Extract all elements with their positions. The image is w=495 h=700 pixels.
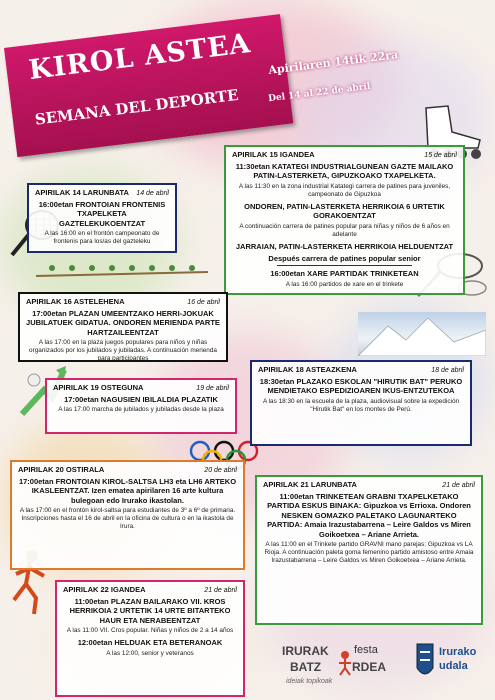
poster-title: KIROL ASTEA [27, 28, 253, 87]
poster-subtitle: SEMANA DEL DEPORTE [33, 85, 240, 129]
dates-spanish: Del 14 al 22 de abril [267, 81, 371, 105]
event-line: 11:00etan PLAZAN BAILARAKO VII. KROS HERRIKOIA 2 URTETIK 14 URTE BITARTEKO HAUR ETA NERABEENTZAT [69, 597, 231, 625]
event-date: 16 de abril [187, 299, 220, 306]
event-line: 16:00etan XARE PARTIDAK TRINKETEAN [270, 269, 419, 279]
event-line: Después carrera de patines popular senior [268, 253, 421, 263]
logo-tagline: ideiak topikoak [286, 678, 333, 685]
event-box-19 [45, 378, 237, 434]
event-note: A las 18:30 en la escuela de la plaza, audiovisual sobre la expedición "Hirutik Bat" en los montes de Perú. [262, 397, 460, 413]
event-note: A las 16:00 en el frontón campeonato de frontenis para los/as del gazteleku [44, 230, 160, 246]
event-day: APIRILAK 19 OSTEGUNA [53, 383, 144, 392]
logo-text: BATZ [290, 660, 322, 674]
event-date: 21 de abril [204, 587, 237, 594]
event-box-18 [250, 360, 472, 446]
logo-text: udala [439, 660, 468, 672]
event-date: 14 de abril [136, 190, 169, 197]
event-box-22 [55, 580, 245, 697]
event-line: 18:30etan PLAZAKO ESKOLAN "HIRUTIK BAT" PERUKO MENDIETAKO ESPEDIZIOAREN IKUS-ENTZUTEKOA [259, 377, 463, 396]
event-line: 11:00etan TRINKETEAN GRABNI TXAPELKETAKO PARTIDA ESKUS BINAKA: Gipuzkoa vs Errioxa. Ondoren NESKEN GOMAZKO PALETAKO LAGUNARTEKO PARTIDA: Amaia Irazustabarrena – Leire Galdos vs Miren Goikoetxea – Ariane Arrieta. [267, 492, 471, 539]
tug-of-war-icon [32, 260, 212, 290]
event-day: APIRILAK 21 LARUNBATA [263, 480, 357, 489]
event-day: APIRILAK 20 OSTIRALA [18, 465, 105, 474]
event-line: 17:00etan NAGUSIEN IBILALDIA PLAZATIK [64, 395, 218, 404]
event-note: A las 12:00, senior y veteranos [106, 649, 194, 657]
mountain-photo [358, 312, 486, 356]
event-note: A las 16:00 partidos de xare en el trinkete [285, 280, 404, 288]
event-date: 20 de abril [204, 467, 237, 474]
udala-logo [415, 638, 487, 696]
event-day: APIRILAK 14 LARUNBATA [35, 188, 129, 197]
event-line: JARRAIAN, PATIN-LASTERKETA HERRIKOIA HELDUENTZAT [235, 241, 454, 251]
event-line: 17:00etan PLAZAN UMEENTZAKO HERRI-JOKUAK JUBILATUEK GIDATUA. ONDOREN MERIENDA PARTE HARTZAILEENTZAT [26, 309, 220, 337]
event-line: 11:30etan KATATEGI INDUSTRIALGUNEAN GAZTE MAILAKO PATIN-LASTERKETA, GIPUZKOAKO TXAPELKETA. [235, 162, 454, 181]
figure-icon [336, 650, 354, 676]
event-box-16 [18, 292, 228, 362]
event-note: A las 11:00 en el Trinkete partido GRAVNI mano parejas: Gipuzkoa vs LA Rioja. A continuación paleta goma femenino partido amistoso entre Amaia Irazustabarrena – Leire Galdos vs Miren Goikoetxea – Ariane Arrieta. [264, 540, 474, 564]
event-day: APIRILAK 16 ASTELEHENA [26, 297, 125, 306]
event-line: ONDOREN, PATIN-LASTERKETA HERRIKOIA 6 URTETIK GORAKOENTZAT [244, 201, 445, 221]
event-box-20 [10, 460, 245, 570]
event-date: 18 de abril [431, 367, 464, 374]
festa-logo [282, 640, 402, 695]
event-note: A las 11:00 VII. Cros popular. Niñas y niños de 2 a 14 años [66, 627, 234, 635]
event-note: A las 17:00 en el frontón kirol-saltsa para estudiantes de 3º a 6º de primaria. Inscripciones hasta el 16 de abril en la oficina de cultura o en la ikastola de Irura. [19, 507, 236, 531]
shield-icon [415, 642, 435, 682]
event-box-21 [255, 475, 483, 625]
logo-text: RDEA [352, 660, 387, 674]
event-day: APIRILAK 18 ASTEAZKENA [258, 365, 357, 374]
logo-text: Irurako [439, 646, 477, 658]
event-note: A continuación carrera de patines popular para niñas y niños de 6 años en adelante [239, 222, 450, 238]
event-note: A las 17:00 marcha de jubilados y jubiladas desde la plaza [58, 406, 224, 414]
logo-text: IRURAK [282, 644, 329, 658]
event-box-15 [224, 145, 465, 295]
event-line: 17:00etan FRONTOIAN KIROL-SALTSA LH3 eta LH6 ARTEKO IKASLEENTZAT. Izen ematea apirilaren 16 arte kultura bulegoan edo Irurako ikastolan. [18, 477, 237, 505]
dates-basque: Apirilaren 14tik 22ra [267, 48, 399, 77]
event-note: A las 11:30 en la zona industrial Katategi carrera de patines para juveniles, campeonato de Gipuzkoa [238, 182, 451, 198]
event-date: 21 de abril [442, 482, 475, 489]
event-box-14 [27, 183, 177, 253]
event-date: 19 de abril [196, 385, 229, 392]
event-day: APIRILAK 22 IGANDEA [63, 585, 146, 594]
event-line: 16:00etan FRONTOIAN FRONTENIS TXAPELKETA GAZTELEKUKOENTZAT [38, 200, 166, 228]
event-date: 15 de abril [424, 152, 457, 159]
logo-text: festa [354, 644, 378, 656]
event-day: APIRILAK 15 IGANDEA [232, 150, 315, 159]
event-line: 12:00etan HELDUAK ETA BETERANOAK [77, 638, 223, 648]
event-note: A las 17:00 en la plaza juegos populares para niños y niñas organizados por los jubilados y jubiladas. A continuación merienda para participantes [29, 339, 217, 363]
